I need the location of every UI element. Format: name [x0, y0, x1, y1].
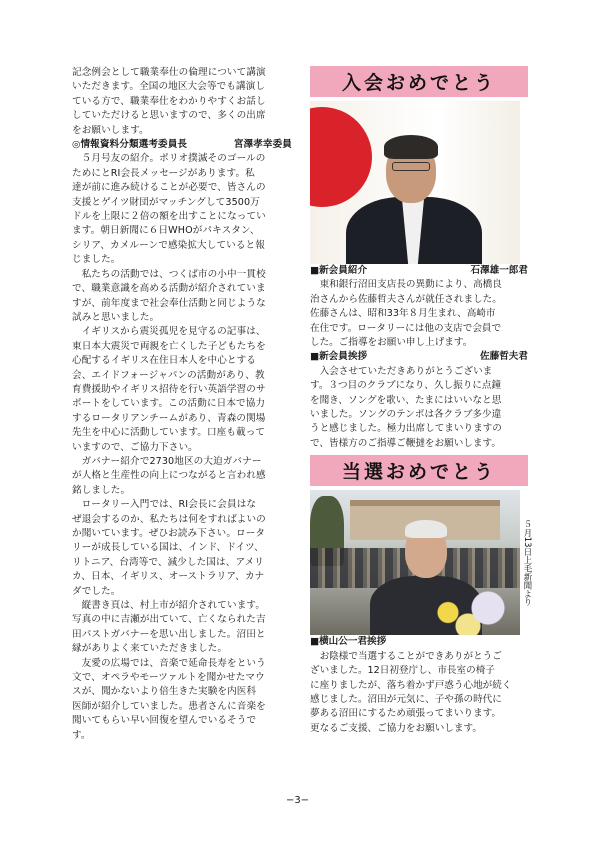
text-line: 会、エイドフォージャパンの活動があり、教 [72, 369, 265, 381]
text-line: ている方で、職業奉仕をわかりやすくお話し [72, 95, 266, 107]
election-heading-label: ■横山公一君挨拶 [310, 636, 387, 648]
text-line: 先生を中心に活動しています。口座も載って [72, 427, 266, 439]
text-line: に座りましたが、落ち着かず戸惑う心地が続く [310, 679, 512, 691]
text-line: 東和銀行沼田支店長の異動により、高橋良 [319, 279, 502, 291]
text-line: ５月号友の紹介。ポリオ撲滅そのゴールの [81, 153, 266, 165]
text-line: シリア、カメルーンで感染拡大していると報 [72, 239, 265, 251]
text-line: か聞いています。ぜひお読み下さい。ロータ [72, 528, 266, 539]
text-line: を聞き、ソングを歌い、たまにはいいなと思 [310, 394, 502, 406]
new-member-intro-heading [310, 264, 528, 278]
text-line: 医師が紹介していました。患者さんに音楽を [72, 700, 266, 712]
text-line: いますので、ご協力下さい。 [72, 441, 198, 453]
text-line: ロータリー入門では、RI会長に会員はな [81, 499, 257, 511]
text-line: 写真の中に吉瀬が出ていて、亡くなられた吉 [72, 614, 266, 626]
text-line: 在住です。ロータリーには他の支店で会員で [310, 322, 502, 334]
text-line: で、職業意識を高める活動が紹介されていま [72, 283, 266, 295]
text-line: 私たちの活動では、つくば市の小中一貫校 [81, 268, 266, 280]
report-body [72, 152, 292, 743]
text-line: うと感じました。極力出席してまいりますの [310, 423, 502, 435]
right-column [310, 66, 533, 736]
election-heading [310, 635, 528, 649]
text-line: 佐藤さんは、昭和33年８月生まれ、高崎市 [310, 308, 496, 320]
text-line: 感じました。沼田が元気に、子や孫の時代に [310, 693, 502, 705]
election-photo [310, 490, 520, 635]
text-line: 支援とゲイツ財団がマッチングして3500万 [72, 196, 260, 208]
text-line: カ、日本、イギリス、オーストラリア、カナ [72, 571, 265, 583]
text-line: 治さんから佐藤哲夫さんが就任されました。 [310, 293, 502, 305]
text-line: 聞いてもらい早い回復を望んでいるそうで [72, 715, 257, 727]
text-line: ぜ退会するのか、私たちは何をすればよいの [72, 513, 266, 525]
text-line: 更なるご支援、ご協力をお願いします。 [310, 722, 482, 734]
text-line: 記念例会として職業奉仕の倫理について講演 [72, 67, 266, 78]
new-member-greeting-label: ■新会員挨拶 [310, 351, 368, 363]
new-member-greeting-heading [310, 350, 528, 364]
text-line: していただけると思いますので、多くの出席 [72, 110, 266, 122]
text-line: お陰様で当選することができありがとうご [319, 650, 502, 662]
page-number: −3− [285, 795, 310, 806]
text-line: 試みと思いました。 [72, 311, 160, 323]
text-line: ガバナー紹介で2730地区の大迫ガバナー [81, 455, 262, 467]
text-line: 縁がありよく来ていただきました。 [72, 643, 228, 655]
text-line: ダでした。 [72, 585, 121, 597]
text-line: じました。 [72, 254, 121, 266]
text-line: リーが成長している国は、インド、ドイツ、 [72, 542, 264, 554]
introducer-name: 石澤雄一郎君 [470, 265, 528, 276]
welcome-banner-title: 入会おめでとう [341, 72, 496, 94]
new-member-name: 佐藤哲夫君 [480, 351, 528, 363]
text-line: 縦書き頁は、村上市が紹介されています。 [81, 600, 266, 612]
election-photo-block [310, 490, 533, 635]
election-text [310, 635, 528, 736]
text-line: 育費援助やイギリス招待を行い英語学習のサ [72, 383, 266, 395]
text-line: す。３つ目のクラブになり、久し振りに点鐘 [310, 380, 502, 392]
text-line: いただきます。全国の地区大会等でも講演し [72, 81, 266, 93]
text-line: 友愛の広場では、音楽で延命長寿をという [81, 657, 266, 669]
text-line: した。ご指導をお願い申し上げます。 [310, 337, 473, 349]
text-line: 銘しました。 [72, 484, 131, 496]
text-line: するロータリアンチームがあり、青森の関場 [72, 412, 266, 424]
text-line: で、皆様方のご指導ご鞭撻をお願いします。 [310, 437, 501, 449]
text-line: ざいました。12日初登庁し、市長室の椅子 [310, 665, 495, 677]
text-line: 達が前に進み続けることが必要で、皆さんの [72, 182, 266, 194]
intro-block [72, 66, 292, 138]
photo-source-caption: ５月13日上毛新聞より [523, 520, 533, 607]
text-line: 田パストガバナーを思い出しました。沼田と [72, 628, 266, 640]
text-line: が人格と生産性の向上につながると言われ感 [72, 470, 266, 482]
text-line: 東日本大震災で両親を亡くした子どもたちを [72, 340, 266, 352]
left-column [72, 66, 292, 743]
new-member-intro-label: ■新会員紹介 [310, 265, 368, 276]
text-line: をお願いします。 [72, 124, 149, 136]
text-line: いました。ソングのテンポは各クラブ多少違 [310, 409, 502, 421]
text-line: す。 [72, 729, 91, 741]
text-line: 夢ある沼田にするため頑張ってまいります。 [310, 708, 502, 720]
text-line: 文で、オペラやモーツァルトを聞かせたマウ [72, 672, 265, 684]
text-line: ドルを上限に２倍の額を出すことになってい [72, 211, 266, 223]
text-line: 入会させていただきありがとうございま [319, 365, 493, 377]
text-line: スが、聞かないより倍生きた実験を内医科 [72, 686, 257, 698]
new-member-photo [310, 101, 520, 264]
election-banner-title: 当選おめでとう [341, 461, 496, 484]
committee-chair: 宮澤孝幸委員 [233, 139, 292, 151]
welcome-banner [310, 66, 528, 97]
committee-heading [72, 138, 292, 152]
text-line: すが、前年度まで社会奉仕活動と同じような [72, 297, 266, 309]
text-line: ためにとRI会長メッセージがあります。私 [72, 167, 255, 179]
election-banner [310, 455, 528, 486]
text-line: ます。朝日新聞に６日WHOがパキスタン、 [72, 225, 260, 237]
text-line: 心配するイギリス在住日本人を中心とする [72, 355, 256, 367]
welcome-text [310, 264, 528, 451]
committee-title: ◎情報資料分類選考委員長 [72, 139, 188, 151]
text-line: ポートをしています。この活動に日本で協力 [72, 398, 266, 410]
text-line: イギリスから震災孤児を見守るの記事は、 [81, 326, 266, 338]
text-line: リトニア、台湾等で、減少した国は、アメリ [72, 556, 264, 568]
